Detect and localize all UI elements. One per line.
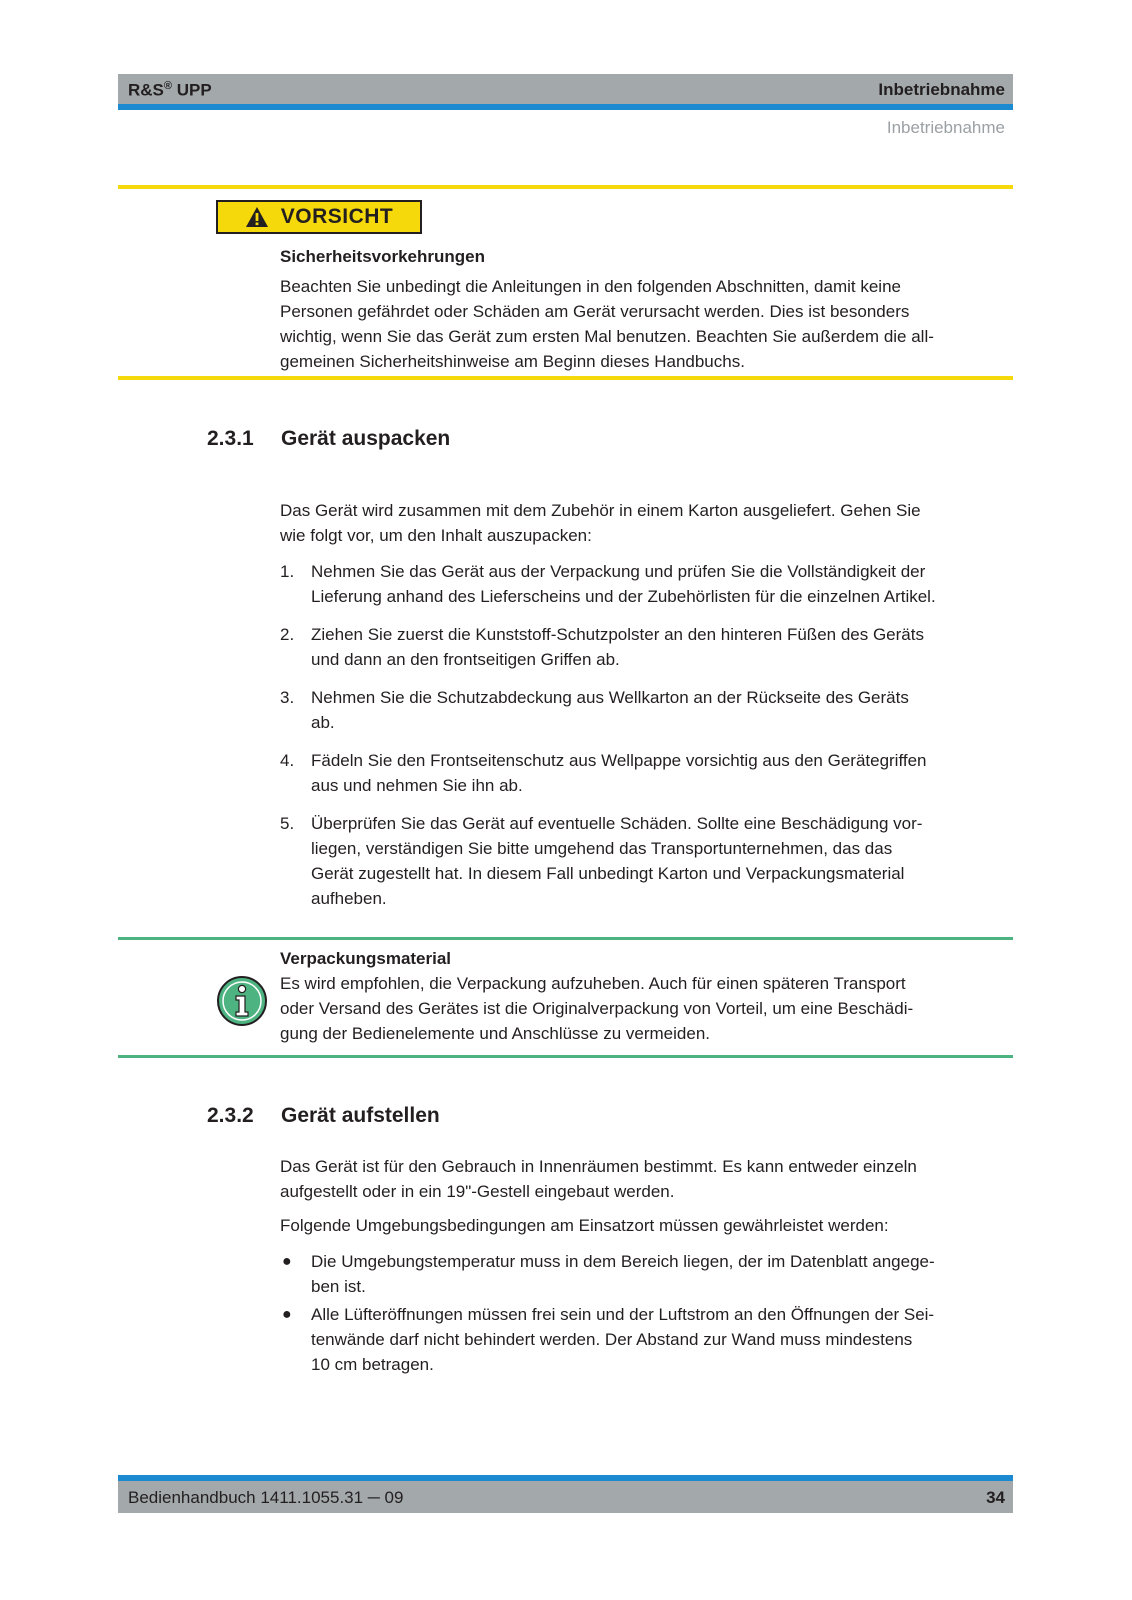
bullet-icon: ● <box>282 1253 292 1270</box>
caution-bottom-rule <box>118 376 1013 380</box>
caution-body <box>280 244 1015 374</box>
header-section: Inbetriebnahme <box>886 118 1005 137</box>
note-top-rule <box>118 937 1013 940</box>
header-product: R&S® UPP <box>128 80 212 100</box>
bullet-icon: ● <box>282 1306 292 1323</box>
unpack-intro: Das Gerät wird zusammen mit dem Zubehör in einem Karton ausgeliefert. Gehen Sie wie folgt vor, um den Inhalt auszupacken: <box>280 501 921 545</box>
setup-intro: Das Gerät ist für den Gebrauch in Innenräumen bestimmt. Es kann entweder einzeln aufgestellt oder in ein 19"-Gestell eingebaut werden. <box>280 1157 917 1201</box>
setup-conditions-intro: Folgende Umgebungsbedingungen am Einsatzort müssen gewährleistet werden: <box>280 1216 889 1235</box>
list-item: 4. Fädeln Sie den Frontseitenschutz aus Wellpappe vorsichtig aus den Gerätegriffen aus und nehmen Sie ihn ab. <box>280 751 927 795</box>
caution-label: VORSICHT <box>280 205 394 228</box>
caution-line: gemeinen Sicherheitshinweise am Beginn dieses Handbuchs. <box>280 352 745 371</box>
list-item: 1. Nehmen Sie das Gerät aus der Verpackung und prüfen Sie die Vollständigkeit der Lieferung anhand des Lieferscheins und der Zubehörlisten für die einzelnen Artikel. <box>280 562 936 606</box>
page-number: 34 <box>986 1488 1005 1507</box>
caution-line: wichtig, wenn Sie das Gerät zum ersten Mal benutzen. Beachten Sie außerdem die all- <box>280 327 934 346</box>
note-title: Verpackungsmaterial <box>280 949 452 968</box>
header-chapter: Inbetriebnahme <box>878 80 1005 99</box>
footer-manual: Bedienhandbuch 1411.1055.31 ─ 09 <box>128 1488 404 1507</box>
note-body: Verpackungsmaterial Es wird empfohlen, die Verpackung aufzuheben. Auch für einen späteren Transport oder Versand des Gerätes ist die Originalverpackung von Vorteil, um eine Beschädi- gung der Bedienelemente und Anschlüsse zu vermeiden. <box>280 946 1015 1046</box>
caution-top-rule <box>118 185 1013 189</box>
warning-icon <box>245 206 269 228</box>
section-title: Gerät auspacken <box>281 427 451 450</box>
header-accent-line <box>118 104 1013 110</box>
section-number: 2.3.2 <box>207 1104 254 1127</box>
section-title: Gerät aufstellen <box>281 1104 440 1127</box>
list-item: ● Die Umgebungstemperatur muss in dem Bereich liegen, der im Datenblatt angege- ben ist. <box>280 1249 1015 1299</box>
list-item: ● Alle Lüfteröffnungen müssen frei sein und der Luftstrom an den Öffnungen der Sei- tenwände darf nicht behindert werden. Der Abstand zur Wand muss mindestens 10 cm betragen. <box>280 1302 1015 1377</box>
caution-line: Personen gefährdet oder Schäden am Gerät verursacht werden. Dies ist besonders <box>280 302 910 321</box>
section-heading-unpack <box>207 427 450 451</box>
caution-line: Beachten Sie unbedingt die Anleitungen in den folgenden Abschnitten, damit keine <box>280 277 901 296</box>
list-item: 3. Nehmen Sie die Schutzabdeckung aus Wellkarton an der Rückseite des Geräts ab. <box>280 688 909 732</box>
note-bottom-rule <box>118 1055 1013 1058</box>
caution-title: Sicherheitsvorkehrungen <box>280 247 486 266</box>
section-number: 2.3.1 <box>207 427 254 450</box>
list-item: 2. Ziehen Sie zuerst die Kunststoff-Schutzpolster an den hinteren Füßen des Geräts und dann an den frontseitigen Griffen ab. <box>280 625 924 669</box>
section-heading-setup <box>207 1104 440 1128</box>
info-icon <box>216 975 268 1027</box>
list-item: 5. Überprüfen Sie das Gerät auf eventuelle Schäden. Sollte eine Beschädigung vor- liegen, verständigen Sie bitte umgehend das Transportunternehmen, das das Gerät zugestellt hat. In diesem Fall unbedingt Karton und Verpackungsmaterial aufheben. <box>280 814 923 908</box>
caution-badge <box>216 200 422 234</box>
